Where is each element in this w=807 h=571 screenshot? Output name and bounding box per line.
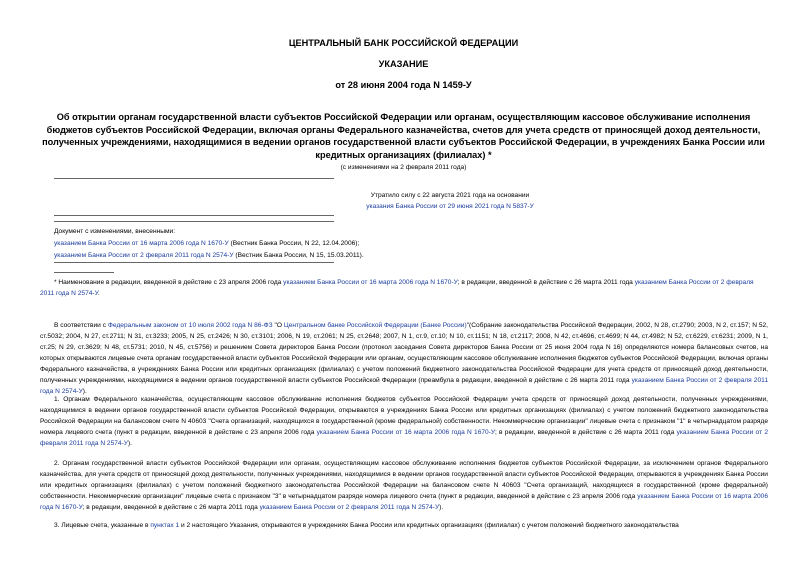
document-title: Об открытии органам государственной власти субъектов Российской Федерации или органам, осуществляющим кассовое обслуживание исполнения бюджетов субъектов Российской Федерации, включая органы Федерального казначейства, счетов для учета средств от приносящей доход деятельности, полученных учреждениями, находящимися в ведении органов государственной власти субъектов Российской Федерации, в учреждениях Банка России или кредитных организациях (филиалах) * bbox=[42, 112, 765, 160]
amendment-link[interactable]: указанием Банка России от 2 февраля 2011 года N 2574-У bbox=[40, 377, 768, 395]
list-item bbox=[54, 250, 364, 262]
footnote-text: . bbox=[97, 290, 100, 297]
lost-force-link[interactable]: указания Банка России от 29 июня 2021 года N 5837-У bbox=[366, 203, 534, 210]
lost-force-text: Утратило силу с 22 августа 2021 года на основании bbox=[370, 192, 530, 199]
footnote-link[interactable]: указанием Банка России от 2 февраля 2011 года N 2574-У bbox=[40, 279, 754, 297]
paragraph-2 bbox=[40, 458, 768, 513]
amendments-intro: Документ с изменениями, внесенными: bbox=[54, 228, 176, 235]
footnote-text: ; в редакции, введенной в действие с 26 марта 2011 года bbox=[457, 279, 635, 286]
list-item bbox=[54, 238, 364, 250]
paragraph-text: 3. Лицевые счета, указанные в bbox=[54, 522, 151, 529]
divider bbox=[54, 262, 334, 263]
amendment-link[interactable]: указанием Банка России от 16 марта 2006 года N 1670-У bbox=[316, 429, 495, 436]
paragraph-text: 2. Органам государственной власти субъектов Российской Федерации или органам, осуществляющим кассовое обслуживание исполнения бюджетов субъектов Российской Федерации, за исключением органов Федерального казначейства, для учета средств от приносящей доход деятельности, полученных учреждениями, находящимися в ведении органов государственной власти субъектов Российской Федерации, открываются в учреждениях Банка России или кредитных организациях (филиалах) с учетом положений бюджетного законодательства Российской Федерации на балансовом счете N 40603 "Счета организаций, находящихся в государственной (кроме федеральной) собственности. Некоммерческие организации" лицевые счета с признаком "3" в четырнадцатом разряде номера лицевого счета (пункт в редакции, введенной в действие с 23 апреля 2006 года bbox=[40, 460, 768, 500]
divider bbox=[54, 221, 334, 222]
amendment-link[interactable]: указанием Банка России от 16 марта 2006 года N 1670-У bbox=[40, 493, 768, 511]
changes-note: (с изменениями на 2 февраля 2011 года) bbox=[340, 164, 467, 171]
law-link[interactable]: Федеральным законом от 10 июля 2002 года N 86-ФЗ bbox=[107, 322, 273, 329]
amendment-link[interactable]: указанием Банка России от 16 марта 2006 года N 1670-У bbox=[54, 240, 229, 247]
paragraph-text: 1. Органам Федерального казначейства, осуществляющим кассовое обслуживание исполнения бюджетов субъектов Российской Федерации учета средств от приносящей доход деятельности, полученных учреждениями, находящимися в ведении органов государственной власти субъектов Российской Федерации, открываются в учреждениях Банка России или кредитных организациях (филиалах) с учетом положений бюджетного законодательства Российской Федерации на балансовом счете N 40603 "Счета организаций, находящихся в государственной (кроме федеральной) собственности. Некоммерческие организации" лицевые счета с признаком "1" в четырнадцатом разряде номера лицевого счета (пункт в редакции, введенной в действие с 23 апреля 2006 года bbox=[40, 396, 768, 436]
amendment-link[interactable]: указанием Банка России от 2 февраля 2011 года N 2574-У bbox=[259, 504, 440, 511]
divider bbox=[54, 215, 334, 216]
paragraph-text: и 2 настоящего Указания, открываются в учреждениях Банка России или кредитных организациях (филиалах) с учетом положений бюджетного законодательства bbox=[179, 522, 679, 529]
issuer-heading: ЦЕНТРАЛЬНЫЙ БАНК РОССИЙСКОЙ ФЕДЕРАЦИИ bbox=[288, 38, 519, 48]
footnote-text: * Наименование в редакции, введенной в действие с 23 апреля 2006 года bbox=[54, 279, 284, 286]
footnote-link[interactable]: указанием Банка России от 16 марта 2006 года N 1670-У bbox=[283, 279, 458, 286]
paragraph-text: "(Собрание законодательства Российской Федерации, 2002, N 28, ст.2790; 2003, N 2, ст.157; N 52, ст.5032; 2004, N 27, ст.2711; N 31, ст.3233; 2005, N 25, ст.2426; N 30, ст.3101; 2006, N 19, ст.2061; N 25, ст.2648; 2007, N 1, ст.9, ст.10; N 10, ст.1151; N 18, ст.2117; 2008, N 42, ст.4696, ст.4699; N 44, ст.4982; N 52, ст.6229, ст.6231; 2009, N 1, ст.25; N 29, ст.3629; N 48, ст.5731; 2010, N 45, ст.5756) и решением Совета директоров Банка России (протокол заседания Совета директоров Банка России от 25 июня 2004 года N 16) определяются номера балансовых счетов, на которых открываются лицевые счета органам государственной власти субъектов Российской Федерации или органам, осуществляющим кассовое обслуживание исполнения бюджетов субъектов Российской Федерации, включая органы Федерального казначейства, в учреждениях Банка России или кредитных организациях (филиалах) с учетом положений бюджетного законодательства Российской Федерации для учета средств от приносящей доход деятельности, полученных учреждениями, находящимися в ведении органов государственной власти субъектов Российской Федерации (преамбула в редакции, введенной в действие с 26 марта 2011 года bbox=[40, 322, 769, 384]
paragraph-reference-link[interactable]: пунктах 1 bbox=[150, 522, 180, 529]
amendment-link[interactable]: указанием Банка России от 2 февраля 2011 года N 2574-У bbox=[54, 252, 234, 259]
paragraph-text: "О bbox=[272, 322, 284, 329]
amendment-source: (Вестник Банка России, N 22, 12.04.2006); bbox=[228, 240, 360, 247]
footnote-divider bbox=[54, 272, 114, 273]
footnote bbox=[40, 277, 768, 299]
lost-force-note bbox=[300, 190, 600, 212]
divider bbox=[54, 178, 334, 179]
amendments-list bbox=[54, 226, 364, 262]
preamble-paragraph bbox=[40, 320, 768, 397]
document-date-number: от 28 июня 2004 года N 1459-У bbox=[335, 80, 472, 90]
paragraph-text: ). bbox=[439, 504, 444, 511]
amendment-source: (Вестник Банка России, N 15, 15.03.2011). bbox=[233, 252, 364, 259]
amendment-link[interactable]: указанием Банка России от 2 февраля 2011 года N 2574-У bbox=[40, 429, 768, 447]
paragraph-1 bbox=[40, 394, 768, 449]
law-link[interactable]: Центральном банке Российской Федерации (Банке России) bbox=[283, 322, 467, 329]
paragraph-3 bbox=[40, 520, 768, 531]
paragraph-text: В соответствии с bbox=[54, 322, 108, 329]
document-type: УКАЗАНИЕ bbox=[378, 59, 429, 69]
paragraph-text: ; в редакции, введенной в действие с 26 марта 2011 года bbox=[82, 504, 260, 511]
paragraph-text: ). bbox=[82, 388, 87, 395]
paragraph-text: ). bbox=[127, 440, 132, 447]
paragraph-text: ; в редакции, введенной в действие с 26 марта 2011 года bbox=[494, 429, 677, 436]
